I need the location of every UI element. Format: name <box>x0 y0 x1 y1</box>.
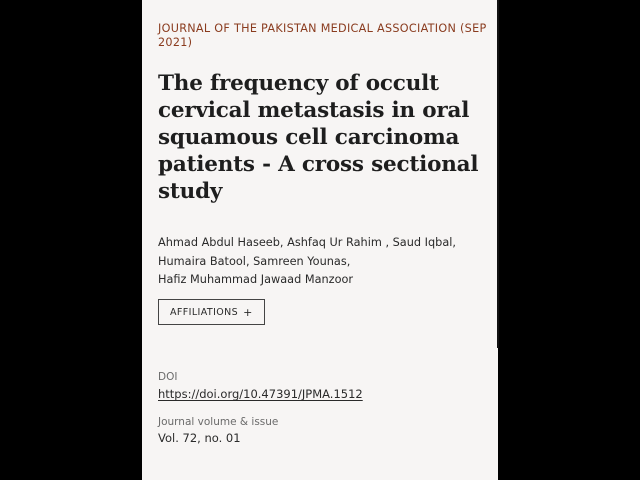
affiliations-label: AFFILIATIONS <box>170 306 239 318</box>
article-title: The frequency of occult cervical metastasis in oral squamous cell carcinoma patients - A cross sectional study <box>158 71 479 204</box>
plus-icon: + <box>243 305 253 319</box>
author-line: Hafiz Muhammad Jawaad Manzoor <box>158 273 354 286</box>
author-list <box>158 234 478 290</box>
journal-name[interactable]: JOURNAL OF THE PAKISTAN MEDICAL ASSOCIATION (SEP 2021) <box>158 22 487 49</box>
article-card <box>142 0 498 480</box>
volume-label: Journal volume & issue <box>158 416 279 428</box>
page-edge-divider <box>497 0 499 348</box>
author-line: Ahmad Abdul Haseeb, Ashfaq Ur Rahim , Saud Iqbal, <box>158 236 456 249</box>
doi-label: DOI <box>158 371 178 383</box>
doi-link[interactable]: https://doi.org/10.47391/JPMA.1512 <box>158 387 363 401</box>
author-line: Humaira Batool, Samreen Younas, <box>158 254 351 268</box>
volume-value: Vol. 72, no. 01 <box>158 431 241 445</box>
affiliations-button[interactable] <box>158 299 265 325</box>
